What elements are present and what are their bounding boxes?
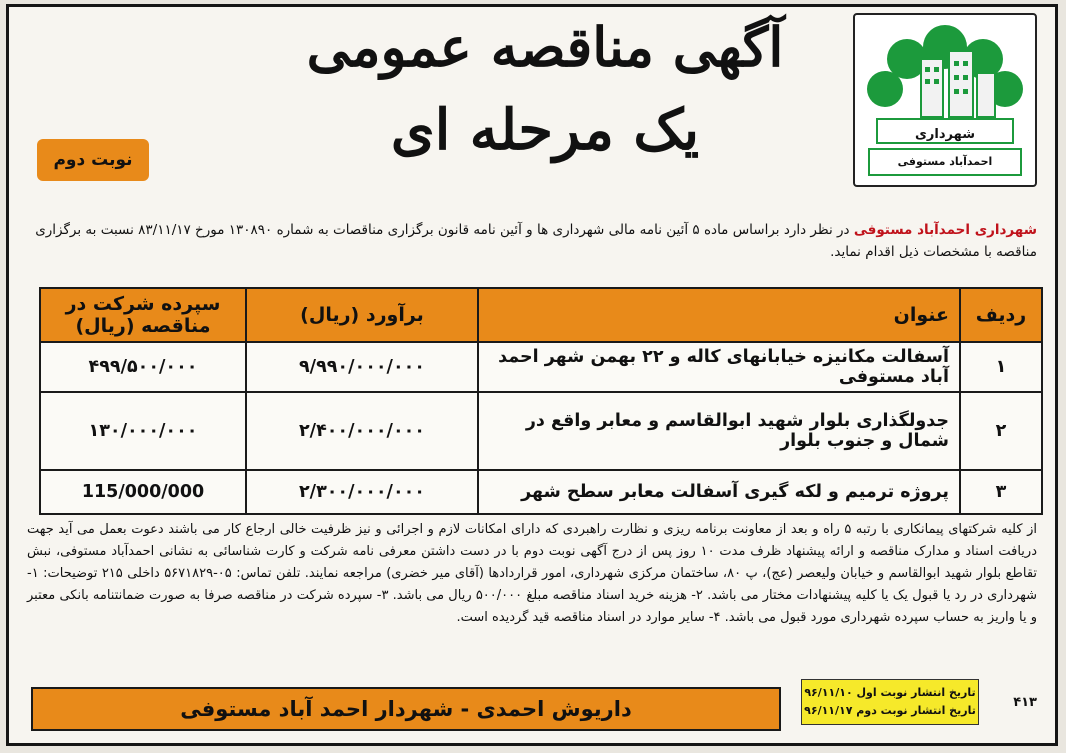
- notice-code: ۴۱۳: [1013, 695, 1037, 710]
- tender-table: [39, 287, 1043, 515]
- row-title: آسفالت مکانیزه خیابانهای کاله و ۲۲ بهمن شهر احمد آباد مستوفی: [478, 342, 960, 392]
- header-title: عنوان: [478, 288, 960, 342]
- round-badge: نوبت دوم: [37, 139, 149, 181]
- row-title: پروژه ترمیم و لکه گیری آسفالت معابر سطح شهر: [478, 470, 960, 514]
- intro-text: در نظر دارد براساس ماده ۵ آئین نامه مالی شهرداری ها و آئین نامه قانون برگزاری مناقصات به شماره ۱۳۰۸۹۰ مورخ ۸۳/۱۱/۱۷ نسبت به برگزاری مناقصه با مشخصات ذیل اقدام نماید.: [35, 222, 1037, 260]
- row-estimate: ۲/۳۰۰/۰۰۰/۰۰۰: [246, 470, 478, 514]
- header-row-number: ردیف: [960, 288, 1042, 342]
- mayor-signature: داریوش احمدی - شهردار احمد آباد مستوفی: [31, 687, 781, 731]
- row-deposit: 115/000/000: [40, 470, 246, 514]
- row-title: جدولگذاری بلوار شهید ابوالقاسم و معابر واقع در شمال و جنوب بلوار: [478, 392, 960, 470]
- pub-date-first: تاریخ انتشار نوبت اول ۹۶/۱۱/۱۰: [804, 686, 976, 699]
- table-row: [40, 470, 1042, 514]
- publication-dates: [801, 679, 979, 725]
- table-row: [40, 342, 1042, 392]
- header-deposit: سپرده شرکت در مناقصه (ریال): [40, 288, 246, 342]
- notice-title: آگهی مناقصه عمومی: [306, 15, 784, 79]
- header-estimate: برآورد (ریال): [246, 288, 478, 342]
- intro-paragraph: [27, 219, 1037, 263]
- tender-notice: [6, 4, 1058, 746]
- row-estimate: ۲/۴۰۰/۰۰۰/۰۰۰: [246, 392, 478, 470]
- row-estimate: ۹/۹۹۰/۰۰۰/۰۰۰: [246, 342, 478, 392]
- row-deposit: ۴۹۹/۵۰۰/۰۰۰: [40, 342, 246, 392]
- row-number: ۳: [960, 470, 1042, 514]
- table-header-row: [40, 288, 1042, 342]
- conditions-paragraph: از کلیه شرکتهای پیمانکاری با رتبه ۵ راه و بعد از معاونت برنامه ریزی و نظارت راهبردی که دارای امکانات لازم و اجرائی و نیز ظرفیت خالی ارجاع کار می باشند دعوت بعمل می آید جهت دریافت اسناد و مدارک مناقصه و ارائه پیشنهاد ظرف مدت ۱۰ روز پس از درج آگهی نوبت دوم با در دست داشتن معرفی نامه شرکت و کارت شناسائی به نشانی احمدآباد مستوفی، نبش تقاطع بلوار شهید ابوالقاسم و خیابان ولیعصر (عج)، پ ۸۰، ساختمان مرکزی شهرداری، امور قراردادها (آقای میر خضری) مراجعه نمایند. تلفن تماس: ۰۵-۵۶۷۱۸۲۹ داخلی ۲۱۵ توضیحات: ۱- شهرداری در رد یا قبول یک یا کلیه پیشنهادات مختار می باشد. ۲- هزینه خرید اسناد مناقصه مبلغ ۵۰۰/۰۰۰ ریال می باشد. ۳- سپرده شرکت در مناقصه صرفا به صورت ضمانتنامه بانکی معتبر و یا واریز به حساب سپرده شهرداری مورد قبول می باشد. ۴- سایر موارد در اسناد مناقصه قید گردیده است.: [27, 522, 1038, 625]
- row-number: ۲: [960, 392, 1042, 470]
- table-row: [40, 392, 1042, 470]
- organization-name: شهرداری احمدآباد مستوفی: [853, 222, 1037, 238]
- municipality-logo: [853, 13, 1037, 187]
- row-deposit: ۱۳۰/۰۰۰/۰۰۰: [40, 392, 246, 470]
- notice-subtitle: یک مرحله ای: [390, 97, 700, 163]
- logo-text-municipality: شهرداری: [915, 127, 975, 142]
- row-number: ۱: [960, 342, 1042, 392]
- logo-text-city: احمدآباد مستوفی: [897, 155, 993, 168]
- pub-date-second: تاریخ انتشار نوبت دوم ۹۶/۱۱/۱۷: [804, 704, 976, 717]
